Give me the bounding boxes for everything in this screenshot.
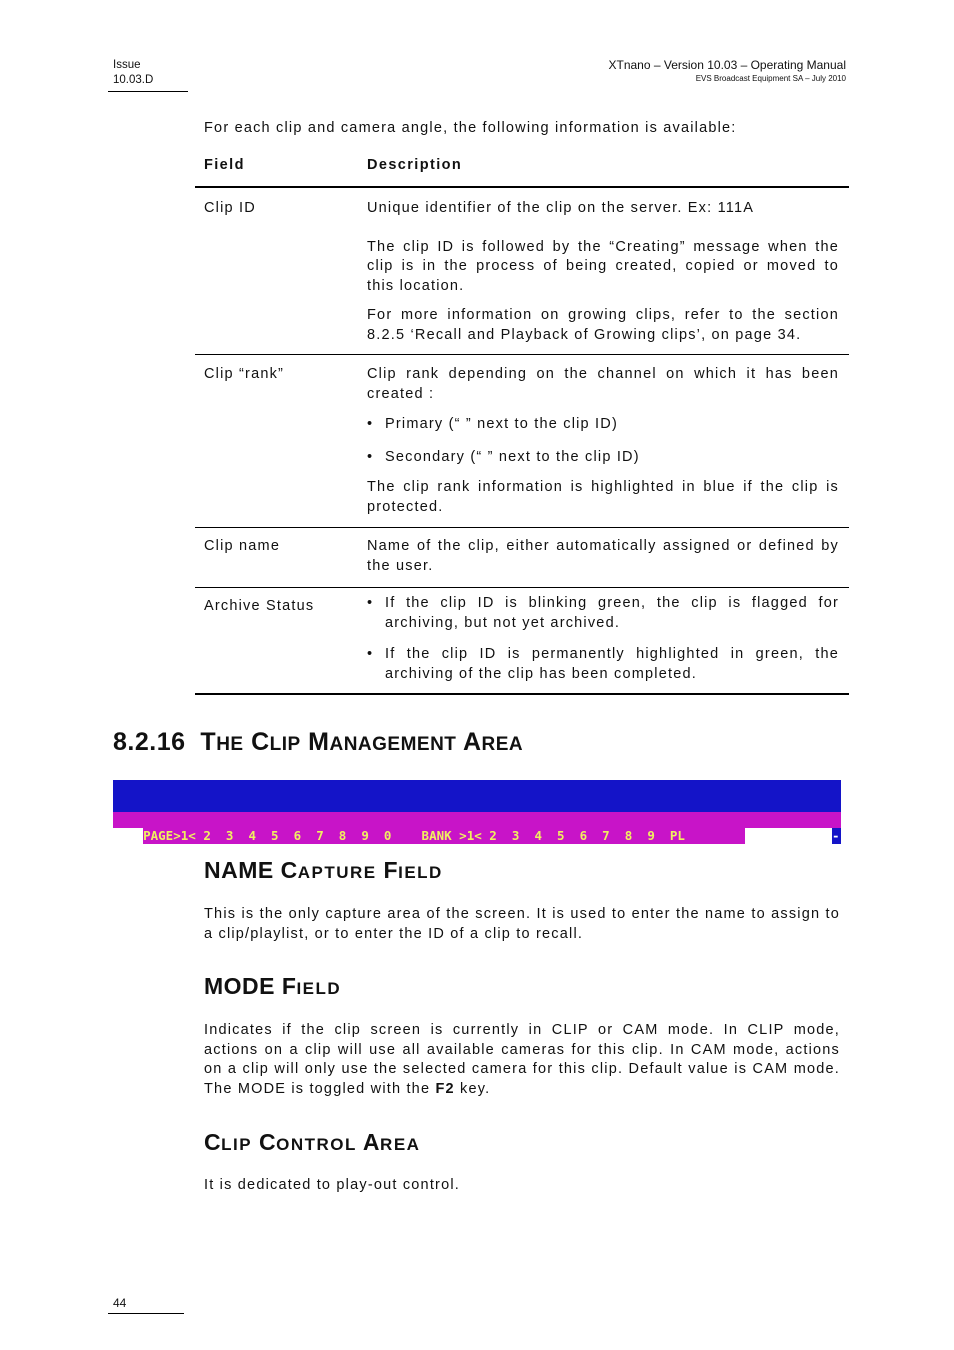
section-number: 8.2.16 — [113, 728, 186, 756]
footer-rule — [108, 1313, 184, 1314]
manual-subtitle: EVS Broadcast Equipment SA – July 2010 — [695, 74, 846, 83]
description-paragraph: The clip rank information is highlighted in blue if the clip is protected. — [367, 479, 839, 515]
subheading-part: F — [383, 857, 399, 883]
field-cell: Clip “rank” — [204, 366, 285, 382]
subheading-part: REA — [380, 1135, 421, 1154]
subheading-part: MODE — [204, 973, 275, 999]
subheading-part: A — [362, 1129, 381, 1155]
col-field-header: Field — [204, 157, 245, 173]
table-header — [195, 156, 849, 186]
section-title-part: A — [462, 728, 482, 756]
issue-block — [113, 58, 153, 88]
f2-key-label: F2 — [435, 1080, 455, 1097]
subheading-part: LIP — [221, 1135, 253, 1154]
description-cell — [367, 199, 839, 345]
table-row — [195, 186, 849, 354]
screen-line-clipboard — [113, 796, 841, 812]
subheading-part: C — [204, 1129, 222, 1155]
mode-description — [204, 1021, 840, 1099]
clip-control-description: It is dedicated to play-out control. — [204, 1177, 460, 1193]
table-row — [195, 354, 849, 527]
description-cell — [367, 537, 839, 576]
subheading-part: NAME — [204, 857, 274, 883]
intro-text: For each clip and camera angle, the following information is available: — [204, 120, 737, 136]
screen-line-name — [113, 780, 841, 796]
description-cell — [367, 594, 839, 684]
section-title-part: HE — [216, 734, 244, 755]
subheading-part: ONTROL — [276, 1135, 357, 1154]
manual-title: XTnano – Version 10.03 – Operating Manual — [608, 58, 846, 72]
bullet-item: • If the clip ID is permanently highlighted in green, the archiving of the clip has been completed. — [367, 645, 839, 684]
description-paragraph: Clip rank depending on the channel on which it has been created : — [367, 366, 839, 402]
subheading-part: C — [258, 1129, 277, 1155]
subheading-part: IELD — [296, 979, 342, 998]
screen-end-marker: - — [832, 828, 840, 843]
name-capture-description: This is the only capture area of the screen. It is used to enter the name to assign to a clip/playlist, or to enter the ID of a clip to recall. — [204, 906, 840, 942]
screen-line-page — [113, 812, 841, 843]
subheading-part: F — [281, 973, 297, 999]
clip-management-screen — [113, 780, 841, 843]
bullet-item: • If the clip ID is blinking green, the clip is flagged for archiving, but not yet archived. — [367, 594, 839, 633]
section-heading — [113, 728, 523, 757]
section-title-part: REA — [481, 734, 524, 755]
page-bank-selector[interactable]: PAGE>1< 2 3 4 5 6 7 8 9 0 BANK >1< 2 3 4 5 6 7 8 9 PL — [143, 828, 746, 843]
field-cell: Clip name — [204, 538, 281, 554]
header-rule — [108, 91, 188, 92]
description-paragraph: Unique identifier of the clip on the server. Ex: 111A — [367, 200, 755, 216]
table-row — [195, 587, 849, 695]
field-cell: Clip ID — [204, 200, 256, 216]
issue-label: Issue — [113, 59, 141, 71]
description-paragraph: Name of the clip, either automatically assigned or defined by the user. — [367, 538, 839, 574]
subheading-name-capture-field — [204, 857, 443, 884]
subheading-part: C — [280, 857, 298, 883]
subheading-part: APTURE — [297, 863, 377, 882]
manual-header — [609, 58, 847, 85]
section-title-part: C — [251, 728, 270, 756]
section-title-part: ANAGEMENT — [329, 734, 457, 755]
section-title-part: LIP — [269, 734, 301, 755]
col-description-header: Description — [367, 157, 463, 173]
section-title-part: M — [308, 728, 330, 756]
bullet-item: • Secondary (“ ” next to the clip ID) — [367, 448, 839, 468]
field-cell: Archive Status — [204, 598, 315, 614]
subheading-mode-field — [204, 973, 341, 1000]
description-cell — [367, 365, 839, 517]
subheading-clip-control-area — [204, 1129, 420, 1156]
issue-number: 10.03.D — [113, 74, 154, 86]
mode-description-text: key. — [454, 1080, 491, 1097]
info-table — [195, 156, 849, 695]
description-paragraph: For more information on growing clips, refer to the section 8.2.5 ‘Recall and Playback of Growing clips’, on page 34. — [367, 307, 839, 343]
description-paragraph: The clip ID is followed by the “Creating” message when the clip is in the process of being created, copied or moved to this location. — [367, 238, 839, 294]
table-row — [195, 527, 849, 587]
page-number: 44 — [113, 1296, 127, 1310]
subheading-part: IELD — [398, 863, 443, 882]
bullet-item: • Primary (“ ” next to the clip ID) — [367, 415, 839, 435]
section-title-part: T — [200, 728, 217, 756]
mode-description-text: Indicates if the clip screen is currently in CLIP or CAM mode. In CLIP mode, actions on a clip will use all available cameras for this clip. In CAM mode, actions on a clip will only use the selected camera for this clip. Default value is CAM mode. The MODE is toggled with the — [204, 1022, 840, 1097]
